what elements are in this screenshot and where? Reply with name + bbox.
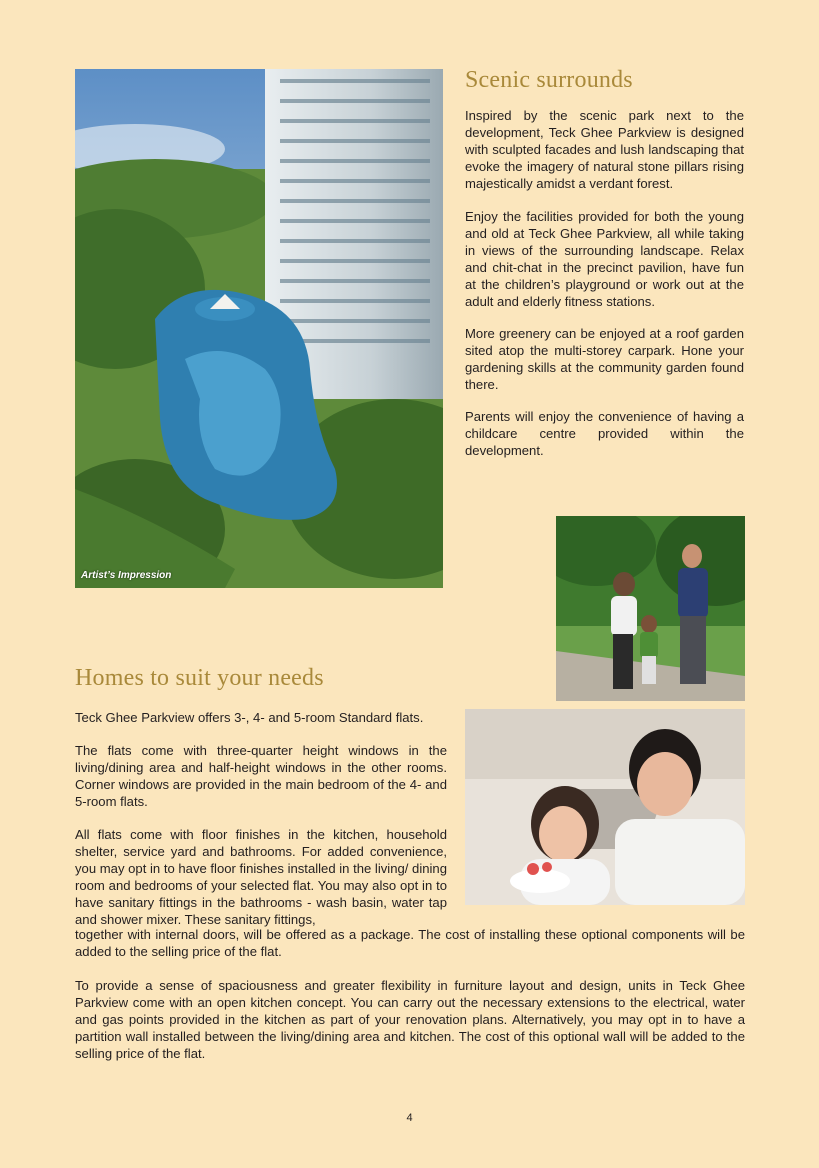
aerial-impression-image xyxy=(75,69,443,588)
family-walking-photo xyxy=(556,516,745,701)
page-number: 4 xyxy=(406,1112,413,1124)
section-title-homes: Homes to suit your needs xyxy=(75,665,324,691)
paragraph: Parents will enjoy the convenience of having a childcare centre provided within the development. xyxy=(465,409,744,458)
paragraph: More greenery can be enjoyed at a roof garden sited atop the multi-storey carpark. Hone your gardening skills at the community garden found there. xyxy=(465,326,744,392)
paragraph: Inspired by the scenic park next to the development, Teck Ghee Parkview is designed with sculpted facades and lush landscaping that evoke the imagery of natural stone pillars rising majestically amidst a verdant forest. xyxy=(465,108,744,191)
section-title-scenic-surrounds: Scenic surrounds xyxy=(465,67,633,93)
paragraph: To provide a sense of spaciousness and greater flexibility in furniture layout and design, units in Teck Ghee Parkview come with an open kitchen concept. You can carry out the necessary extensions to the electrical, water and gas points provided in the kitchen as part of your renovation plans. Alternatively, you may opt in to have a partition wall installed between the living/dining area and kitchen. The cost of this optional wall will be added to the selling price of the flat. xyxy=(75,978,745,1061)
artist-impression-caption: Artist’s Impression xyxy=(81,570,172,581)
paragraph: together with internal doors, will be offered as a package. The cost of installing these optional components will be added to the selling price of the flat. xyxy=(75,927,745,959)
paragraph: Enjoy the facilities provided for both the young and old at Teck Ghee Parkview, all while taking in views of the surrounding landscape. Relax and chit-chat in the precinct pavilion, have fun at the children’s playground or work out at the adult and elderly fitness stations. xyxy=(465,209,744,309)
couple-kitchen-photo xyxy=(465,709,745,905)
paragraph: All flats come with floor finishes in the kitchen, household shelter, service yard and bathrooms. For added convenience, you may opt in to have floor finishes installed in the living/ dining room and bedrooms of your selected flat. You may also opt in to have sanitary fittings in the bathrooms - wash basin, water tap and shower mixer. These sanitary fittings, xyxy=(75,827,447,927)
paragraph: Teck Ghee Parkview offers 3-, 4- and 5-room Standard flats. xyxy=(75,710,424,725)
paragraph: The flats come with three-quarter height windows in the living/dining area and half-height windows in the other rooms. Corner windows are provided in the main bedroom of the 4- and 5-room flats. xyxy=(75,743,447,809)
